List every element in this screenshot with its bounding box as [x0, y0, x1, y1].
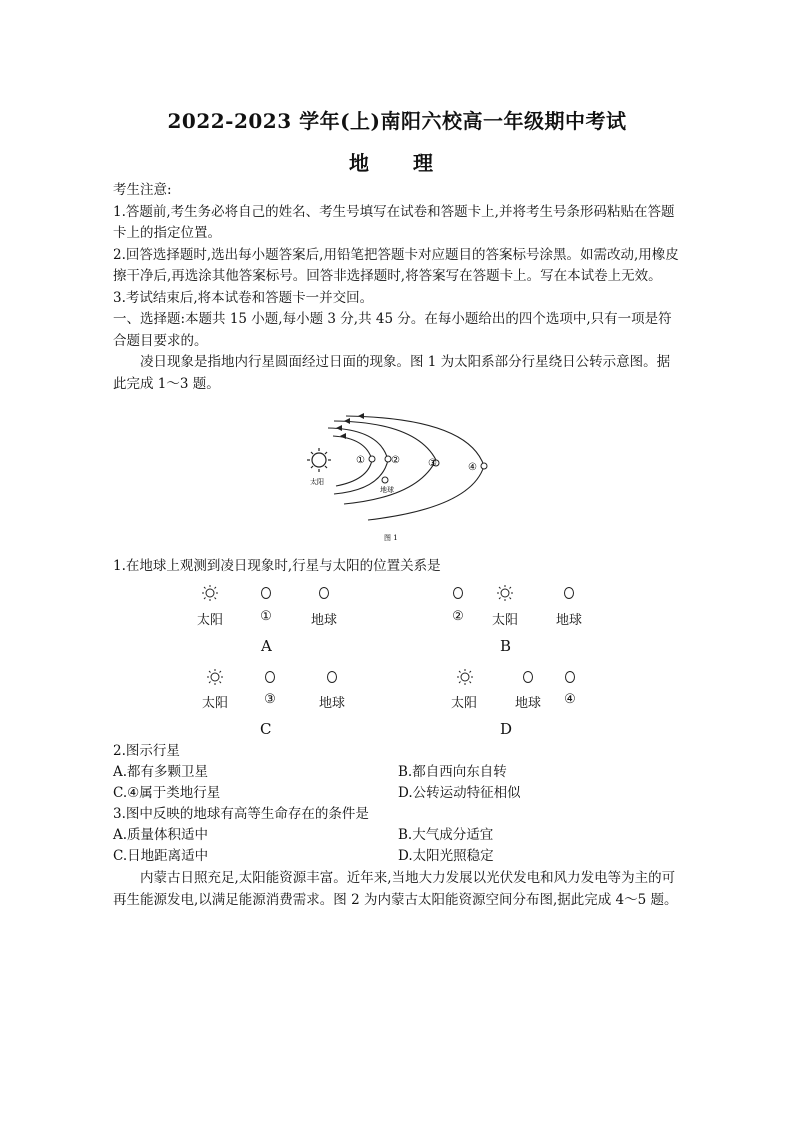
- fig-planet-4: ④: [468, 462, 477, 473]
- q2-option-b: B.都自西向东自转: [398, 764, 507, 780]
- orbits: [328, 416, 484, 520]
- exam-title: 2022-2023 学年(上)南阳六校高一年级期中考试: [167, 109, 627, 133]
- fig-caption: 图 1: [384, 534, 398, 542]
- fig-earth-label: 地球: [380, 486, 394, 494]
- option-label: 太阳: [201, 696, 228, 711]
- planet-circle-icon: [326, 670, 338, 684]
- q3-stem: 3.图中反映的地球有高等生命存在的条件是: [113, 806, 369, 822]
- q3-option-b: B.大气成分适宜: [398, 827, 494, 843]
- q1-stem-text: 1.在地球上观测到凌日现象时,行星与太阳的位置关系是: [113, 558, 441, 574]
- option-label: ④: [564, 692, 576, 707]
- planet-circle-icon: [564, 670, 576, 684]
- q2-block: [113, 741, 683, 867]
- option-label: ②: [452, 609, 464, 624]
- q3-option-c: C.日地距离适中: [113, 848, 209, 864]
- option-label: 地球: [310, 613, 337, 628]
- q2-option-d: D.公转运动特征相似: [398, 785, 521, 801]
- notice-item-2: 2.回答选择题时,选出每小题答案后,用铅笔把答题卡对应题目的答案标号涂黑。如需改动,用橡皮擦干净后,再选涂其他答案标号。回答非选择题时,将答案写在答题卡上。写在本试卷上无效。: [113, 246, 679, 284]
- fig-planet-3: ③: [428, 458, 437, 469]
- option-label: 地球: [555, 613, 582, 628]
- section1-intro: 凌日现象是指地内行星圆面经过日面的现象。图 1 为太阳系部分行星绕日公转示意图。据此完成 1～3 题。: [113, 354, 671, 392]
- option-label: 地球: [514, 696, 541, 711]
- notice-block: [113, 180, 683, 395]
- orbit-arrows: [336, 413, 364, 439]
- q2-option-a: A.都有多颗卫星: [113, 764, 209, 780]
- option-label: ①: [260, 609, 272, 624]
- planet-circle-icon: [522, 670, 534, 684]
- planet-circle-icon: [264, 670, 276, 684]
- notice-heading: 考生注意:: [113, 182, 172, 198]
- option-letter: A: [261, 637, 272, 655]
- section1-heading: 一、选择题:本题共 15 小题,每小题 3 分,共 45 分。在每小题给出的四个选项中,只有一项是符合题目要求的。: [113, 311, 672, 349]
- option-label: 太阳: [196, 613, 223, 628]
- planet-circle-icon: [260, 586, 272, 600]
- subject-title: 地 理: [349, 151, 445, 175]
- option-label: 太阳: [450, 696, 477, 711]
- intro-2: [113, 868, 683, 911]
- q2-stem: 2.图示行星: [113, 743, 180, 759]
- option-label: 地球: [318, 696, 345, 711]
- sun-icon: [497, 585, 513, 601]
- sun-icon: [307, 448, 331, 472]
- planet-circle-icon: [452, 586, 464, 600]
- notice-item-1: 1.答题前,考生务必将自己的姓名、考生号填写在试卷和答题卡上,并将考生号条形码粘贴在答题卡上的指定位置。: [113, 203, 675, 241]
- fig-planet-1: ①: [356, 455, 365, 466]
- planet-circle-icon: [563, 586, 575, 600]
- notice-item-3: 3.考试结束后,将本试卷和答题卡一并交回。: [113, 289, 374, 306]
- fig-planet-2: ②: [391, 455, 400, 466]
- sun-icon: [207, 669, 223, 685]
- intro-2-text: 内蒙古日照充足,太阳能资源丰富。近年来,当地大力发展以光伏发电和风力发电等为主的可再生能源发电,以满足能源消费需求。图 2 为内蒙古太阳能资源空间分布图,据此完成 4～5 题。: [113, 870, 678, 908]
- q2-option-c: C.④属于类地行星: [113, 785, 221, 801]
- option-label: 太阳: [491, 613, 518, 628]
- fig-sun-label: 太阳: [310, 478, 324, 486]
- planet-circle-icon: [318, 586, 330, 600]
- option-letter: D: [500, 720, 513, 738]
- option-letter: B: [500, 637, 512, 655]
- figure-1-solar-system: [288, 412, 498, 547]
- sun-icon: [457, 669, 473, 685]
- option-label: ③: [264, 692, 276, 707]
- q1-stem: [113, 556, 683, 578]
- q3-option-a: A.质量体积适中: [113, 827, 209, 843]
- sun-icon: [202, 585, 218, 601]
- q3-option-d: D.太阳光照稳定: [398, 848, 494, 864]
- option-letter: C: [260, 720, 272, 738]
